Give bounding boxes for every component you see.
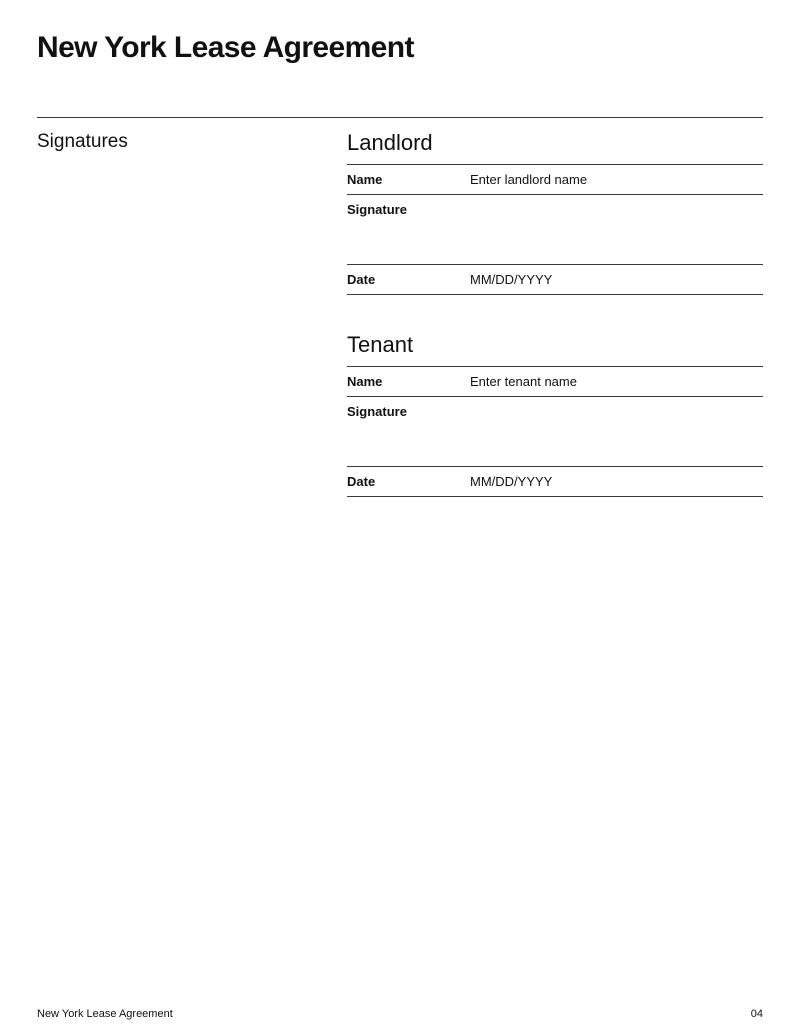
tenant-signature-label: Signature [347,404,407,419]
landlord-date-label: Date [347,272,376,287]
landlord-date-row [347,264,763,295]
title-divider [37,117,763,118]
tenant-date-row [347,466,763,497]
landlord-name-label: Name [347,172,383,187]
landlord-name-row [347,164,763,194]
section-label: Signatures [37,131,128,152]
footer-page-number: 04 [750,1008,763,1020]
footer-document-name: New York Lease Agreement [37,1008,173,1020]
tenant-name-label: Name [347,374,383,389]
tenant-date-label: Date [347,474,376,489]
landlord-name-field[interactable]: Enter landlord name [470,172,588,187]
page-title: New York Lease Agreement [37,31,414,64]
tenant-date-field[interactable]: MM/DD/YYYY [470,474,553,489]
landlord-date-field[interactable]: MM/DD/YYYY [470,272,553,287]
landlord-signature-label: Signature [347,202,407,217]
tenant-heading: Tenant [347,332,414,357]
tenant-signature-block [347,331,763,497]
tenant-signature-row[interactable] [347,396,763,466]
tenant-name-field[interactable]: Enter tenant name [470,374,577,389]
landlord-signature-block [347,129,763,295]
landlord-heading: Landlord [347,130,433,155]
landlord-signature-row[interactable] [347,194,763,264]
tenant-name-row [347,366,763,396]
